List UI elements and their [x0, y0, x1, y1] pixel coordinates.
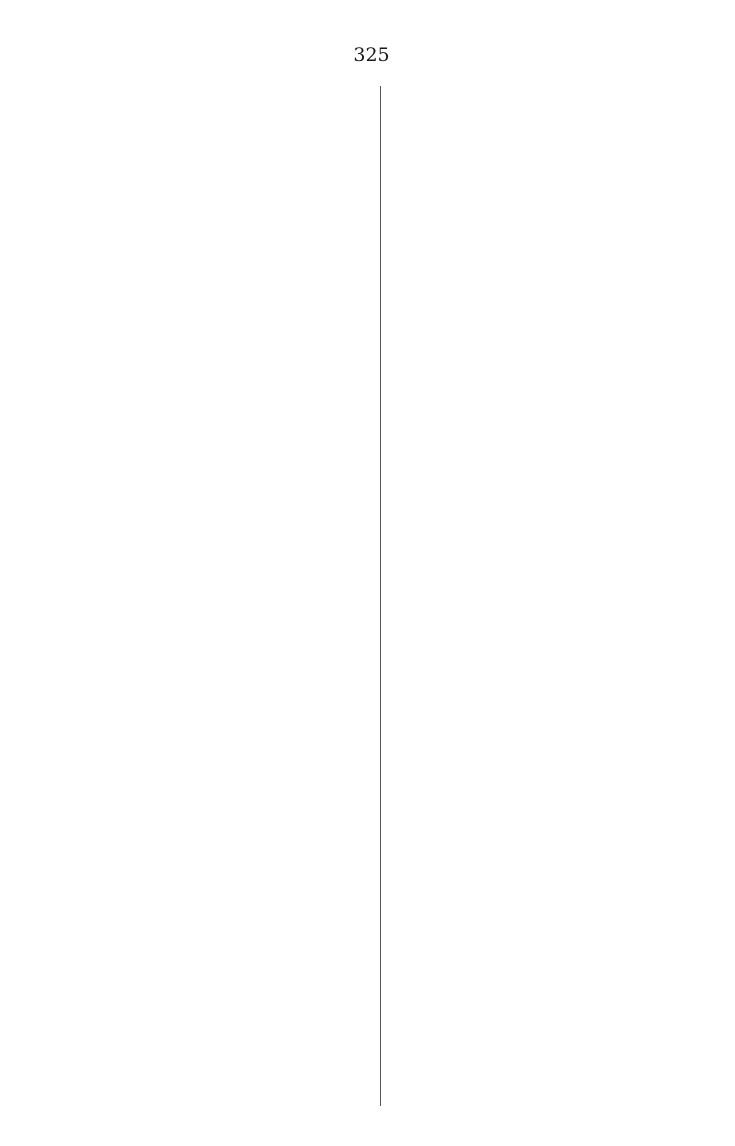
- running-head: [48, 44, 695, 74]
- page-number: 325: [353, 44, 390, 66]
- column-divider: [380, 86, 381, 1106]
